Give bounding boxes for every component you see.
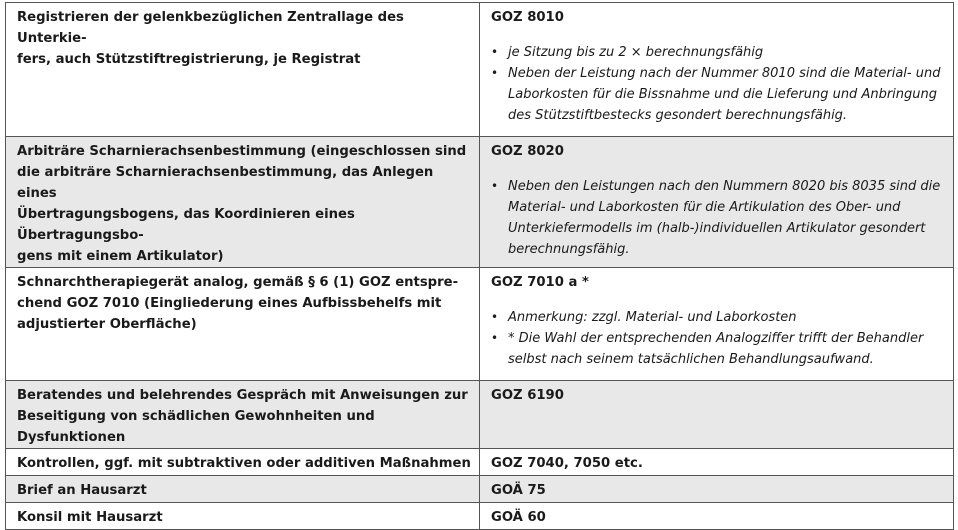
- billing-code: GOÄ 60: [491, 510, 546, 525]
- note-text: [508, 310, 797, 325]
- service-description-cell: [6, 137, 480, 268]
- service-line: Kontrollen, ggf. mit subtraktiven oder additiven Maßnahmen: [17, 456, 471, 471]
- service-line: Übertragungsbogens, das Koordinieren eines Übertragungsbo-: [17, 207, 355, 243]
- billing-code-cell: [480, 268, 954, 381]
- billing-code-cell: [480, 503, 954, 530]
- note-item: [491, 176, 945, 260]
- note-line: selbst nach seinem tatsächlichen Behandlungsaufwand.: [508, 352, 874, 367]
- service-description-cell: [6, 381, 480, 449]
- service-line: gens mit einem Artikulator): [17, 249, 224, 264]
- service-line: Registrieren der gelenkbezüglichen Zentrallage des Unterkie-: [17, 10, 404, 46]
- service-description: [17, 456, 471, 471]
- table-row: [6, 268, 954, 381]
- note-line: Laborkosten für die Bissnahme und die Lieferung und Anbringung: [508, 87, 937, 102]
- service-line: Arbiträre Scharnierachsenbestimmung (eingeschlossen sind: [17, 144, 467, 159]
- bullet-icon: •: [491, 179, 499, 193]
- table-row: [6, 137, 954, 268]
- bullet-icon: •: [491, 66, 499, 80]
- notes-list: [491, 307, 945, 370]
- billing-code: GOZ 6190: [491, 388, 564, 403]
- note-line: je Sitzung bis zu 2 × berechnungsfähig: [508, 45, 764, 60]
- bullet-icon: •: [491, 310, 499, 324]
- service-description-cell: [6, 449, 480, 476]
- note-line: Material- und Laborkosten für die Artikulation des Ober- und: [508, 200, 901, 215]
- service-description-cell: [6, 476, 480, 503]
- service-line: Beratendes und belehrendes Gespräch mit Anweisungen zur: [17, 388, 468, 403]
- service-description: [17, 275, 458, 332]
- service-line: Konsil mit Hausarzt: [17, 510, 163, 525]
- notes-list: [491, 176, 945, 260]
- service-line: Schnarchtherapiegerät analog, gemäß § 6 (1) GOZ entspre-: [17, 275, 459, 290]
- table-row: [6, 476, 954, 503]
- billing-code: GOZ 8020: [491, 144, 564, 159]
- note-item: [491, 42, 945, 63]
- note-item: [491, 328, 945, 370]
- table-row: [6, 381, 954, 449]
- service-description-cell: [6, 3, 480, 137]
- note-text: [508, 331, 923, 367]
- service-line: adjustierter Oberfläche): [17, 317, 197, 332]
- note-text: [508, 45, 763, 60]
- note-text: [508, 179, 940, 257]
- billing-code-cell: [480, 3, 954, 137]
- note-text: [508, 66, 940, 123]
- bullet-icon: •: [491, 331, 499, 345]
- table-body: [6, 3, 954, 530]
- billing-codes-table: [5, 2, 954, 530]
- service-description: [17, 388, 468, 445]
- billing-code-cell: [480, 476, 954, 503]
- billing-code: GOZ 8010: [491, 10, 564, 25]
- table-row: [6, 503, 954, 530]
- bullet-icon: •: [491, 45, 499, 59]
- note-line: Neben den Leistungen nach den Nummern 8020 bis 8035 sind die: [508, 179, 941, 194]
- note-line: * Die Wahl der entsprechenden Analogziffer trifft der Behandler: [508, 331, 924, 346]
- note-line: berechnungsfähig.: [508, 242, 630, 257]
- service-description-cell: [6, 503, 480, 530]
- service-description: [17, 10, 404, 67]
- table-row: [6, 3, 954, 137]
- billing-code-cell: [480, 449, 954, 476]
- note-item: [491, 63, 945, 126]
- service-line: Beseitigung von schädlichen Gewohnheiten und Dysfunktionen: [17, 409, 375, 445]
- billing-code: GOZ 7010 a *: [491, 275, 589, 290]
- billing-code-cell: [480, 381, 954, 449]
- service-description: [17, 144, 466, 264]
- note-line: Neben der Leistung nach der Nummer 8010 sind die Material- und: [508, 66, 941, 81]
- notes-list: [491, 42, 945, 126]
- service-line: Brief an Hausarzt: [17, 483, 147, 498]
- note-item: [491, 307, 945, 328]
- note-line: des Stützstiftbestecks gesondert berechnungsfähig.: [508, 108, 848, 123]
- service-description: [17, 483, 147, 498]
- table-row: [6, 449, 954, 476]
- service-line: die arbiträre Scharnierachsenbestimmung, das Anlegen eines: [17, 165, 434, 201]
- billing-code: GOÄ 75: [491, 483, 546, 498]
- service-line: chend GOZ 7010 (Eingliederung eines Aufbissbehelfs mit: [17, 296, 442, 311]
- billing-code-cell: [480, 137, 954, 268]
- billing-code: GOZ 7040, 7050 etc.: [491, 456, 643, 471]
- service-line: fers, auch Stützstiftregistrierung, je Registrat: [17, 52, 361, 67]
- note-line: Anmerkung: zzgl. Material- und Laborkosten: [508, 310, 797, 325]
- note-line: Unterkiefermodells im (halb-)individuellen Artikulator gesondert: [508, 221, 926, 236]
- service-description-cell: [6, 268, 480, 381]
